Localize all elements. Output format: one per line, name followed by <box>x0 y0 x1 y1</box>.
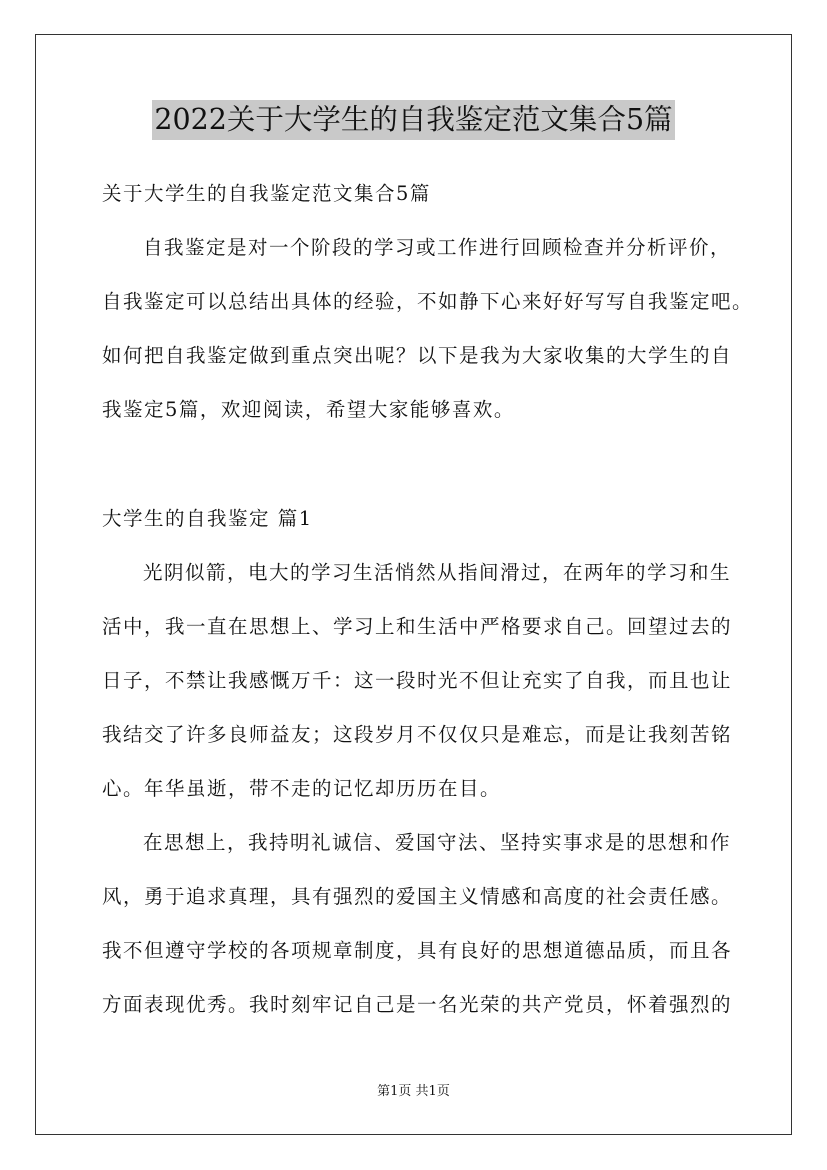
paragraph2-line-1: 在思想上，我持明礼诚信、爱国守法、坚持实事求是的思想和作 <box>143 831 732 854</box>
intro-line-3: 如何把自我鉴定做到重点突出呢？以下是我为大家收集的大学生的自 <box>102 344 733 367</box>
document-subtitle: 关于大学生的自我鉴定范文集合5篇 <box>102 182 431 205</box>
paragraph1-line-3: 日子，不禁让我感慨万千：这一段时光不但让充实了自我，而且也让 <box>102 669 733 692</box>
paragraph1-line-2: 活中，我一直在思想上、学习上和生活中严格要求自己。回望过去的 <box>102 615 733 638</box>
paragraph2-line-2: 风，勇于追求真理，具有强烈的爱国主义情感和高度的社会责任感。 <box>102 885 733 908</box>
page-footer: 第1页 共1页 <box>377 1084 450 1099</box>
document-title-text: 2022关于大学生的自我鉴定范文集合5篇 <box>152 100 674 140</box>
intro-line-4: 我鉴定5篇，欢迎阅读，希望大家能够喜欢。 <box>102 398 515 421</box>
paragraph1-line-5: 心。年华虽逝，带不走的记忆却历历在目。 <box>102 777 502 800</box>
paragraph2-line-4: 方面表现优秀。我时刻牢记自己是一名光荣的共产党员，怀着强烈的 <box>102 993 733 1016</box>
paragraph1-line-4: 我结交了许多良师益友；这段岁月不仅仅只是难忘，而是让我刻苦铭 <box>102 723 733 746</box>
paragraph2-line-3: 我不但遵守学校的各项规章制度，具有良好的思想道德品质，而且各 <box>102 939 733 962</box>
section-heading: 大学生的自我鉴定 篇1 <box>102 507 313 530</box>
intro-line-1: 自我鉴定是对一个阶段的学习或工作进行回顾检查并分析评价， <box>143 236 732 259</box>
intro-line-2: 自我鉴定可以总结出具体的经验，不如静下心来好好写写自我鉴定吧。 <box>102 290 754 313</box>
document-title <box>0 100 827 144</box>
paragraph1-line-1: 光阴似箭，电大的学习生活悄然从指间滑过，在两年的学习和生 <box>143 561 732 584</box>
